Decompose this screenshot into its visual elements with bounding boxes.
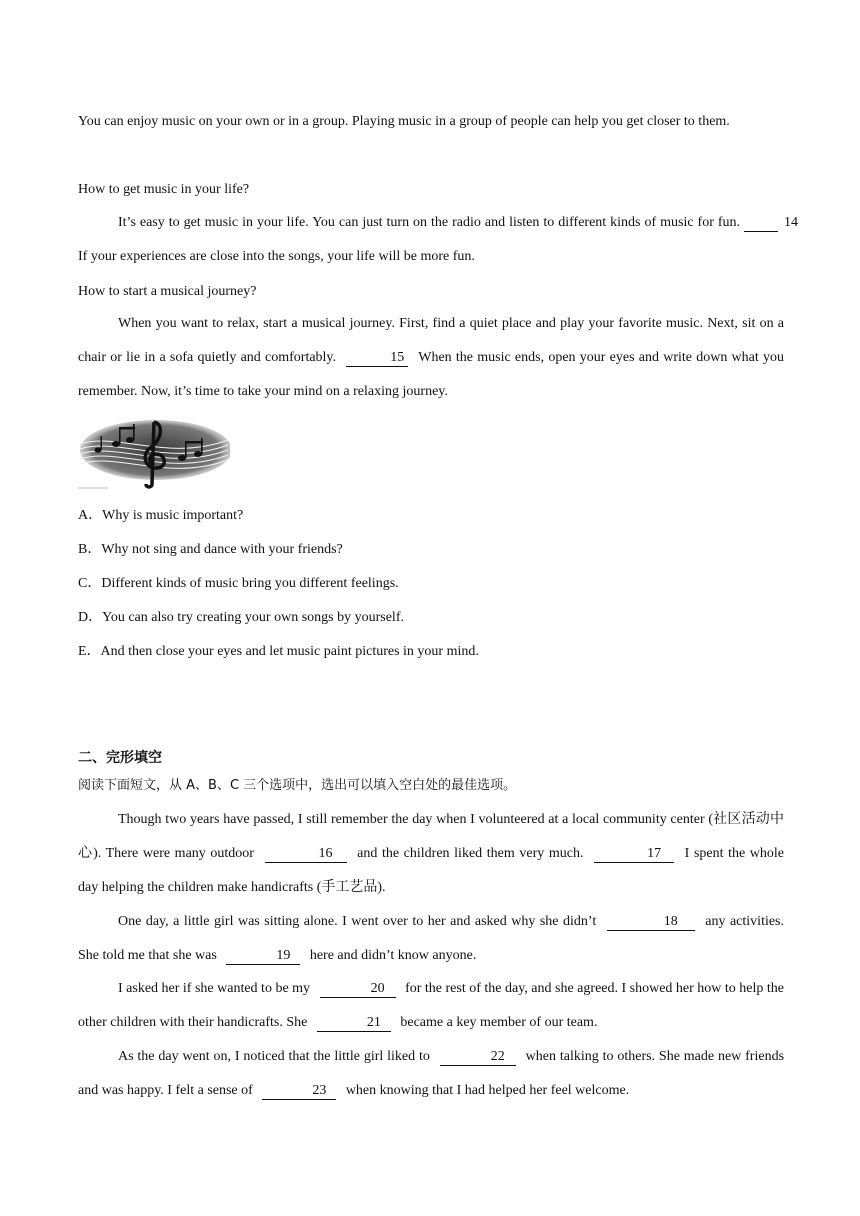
- passage-paragraph-1: You can enjoy music on your own or in a group. Playing music in a group of people can help you get closer to them.: [78, 114, 730, 129]
- cloze-p3-text-c: became a key member of our team.: [400, 1015, 598, 1030]
- blank-20: 20: [320, 981, 396, 998]
- paragraph-3-after: When the music ends, open your eyes and write down what you remember. Now, it’s time to take your mind on a relaxing journey.: [78, 350, 784, 399]
- cloze-paragraph-3: [78, 972, 784, 1040]
- option-a: A．Why is music important?: [78, 508, 244, 523]
- blank-16: 16: [265, 846, 347, 863]
- cloze-p4-text-b: when talking to others. She made new friends and was happy. I felt a sense of: [78, 1049, 785, 1098]
- cloze-paragraph-1: [78, 803, 784, 905]
- blank-22: 22: [440, 1049, 516, 1066]
- passage-paragraph-2: [78, 206, 798, 274]
- blank-15: 15: [346, 350, 408, 367]
- section-2-instruction: 阅读下面短文，从 A、B、C 三个选项中，选出可以填入空白处的最佳选项。: [78, 778, 517, 793]
- cloze-paragraph-4: [78, 1040, 784, 1108]
- option-e: E．And then close your eyes and let music paint pictures in your mind.: [78, 644, 479, 659]
- blank-21: 21: [317, 1015, 391, 1032]
- cloze-p4-text-a: As the day went on, I noticed that the little girl liked to: [118, 1049, 430, 1064]
- blank-17: 17: [594, 846, 674, 863]
- paragraph-2-text: It’s easy to get music in your life. You can just turn on the radio and listen to different kinds of music for fun.: [118, 215, 741, 230]
- cloze-paragraph-2: [78, 905, 784, 973]
- section-2-title: 二、完形填空: [78, 750, 162, 766]
- cloze-p3-text-a: I asked her if she wanted to be my: [118, 981, 311, 996]
- cloze-p2-text-b: any activities. She told me that she was: [78, 914, 785, 963]
- cloze-p1-text-a: Though two years have passed, I still remember the day when I volunteered at a local community center (社区活动中心). There were many outdoor: [78, 812, 784, 861]
- blank-19: 19: [226, 948, 300, 965]
- blank-14: 14: [744, 215, 778, 232]
- cloze-p2-text-a: One day, a little girl was sitting alone. I went over to her and asked why she didn’t: [118, 914, 597, 929]
- option-d: D．You can also try creating your own songs by yourself.: [78, 610, 404, 625]
- passage-paragraph-3: [78, 307, 784, 409]
- option-c: C．Different kinds of music bring you different feelings.: [78, 576, 399, 591]
- subheading-start-journey: How to start a musical journey?: [78, 284, 257, 299]
- paragraph-2-after: If your experiences are close into the songs, your life will be more fun.: [78, 249, 475, 264]
- music-illustration: [78, 414, 230, 490]
- cloze-p1-text-b: and the children liked them very much.: [357, 846, 584, 861]
- blank-18: 18: [607, 914, 695, 931]
- cloze-p1-text-c: I spent the whole day helping the children make handicrafts (手工艺品).: [78, 846, 785, 895]
- cloze-p4-text-c: when knowing that I had helped her feel welcome.: [345, 1083, 630, 1098]
- paragraph-3-before: When you want to relax, start a musical journey. First, find a quiet place and play your favorite music. Next, sit on a chair or lie in a sofa quietly and comfortably.: [78, 316, 784, 365]
- subheading-get-music: How to get music in your life?: [78, 182, 250, 197]
- cloze-p3-text-b: for the rest of the day, and she agreed. I showed her how to help the other children with their handicrafts. She: [78, 981, 785, 1030]
- blank-23: 23: [262, 1083, 336, 1100]
- option-b: B．Why not sing and dance with your friends?: [78, 542, 343, 557]
- cloze-p2-text-c: here and didn’t know anyone.: [309, 948, 477, 963]
- music-notes-image: [78, 414, 230, 495]
